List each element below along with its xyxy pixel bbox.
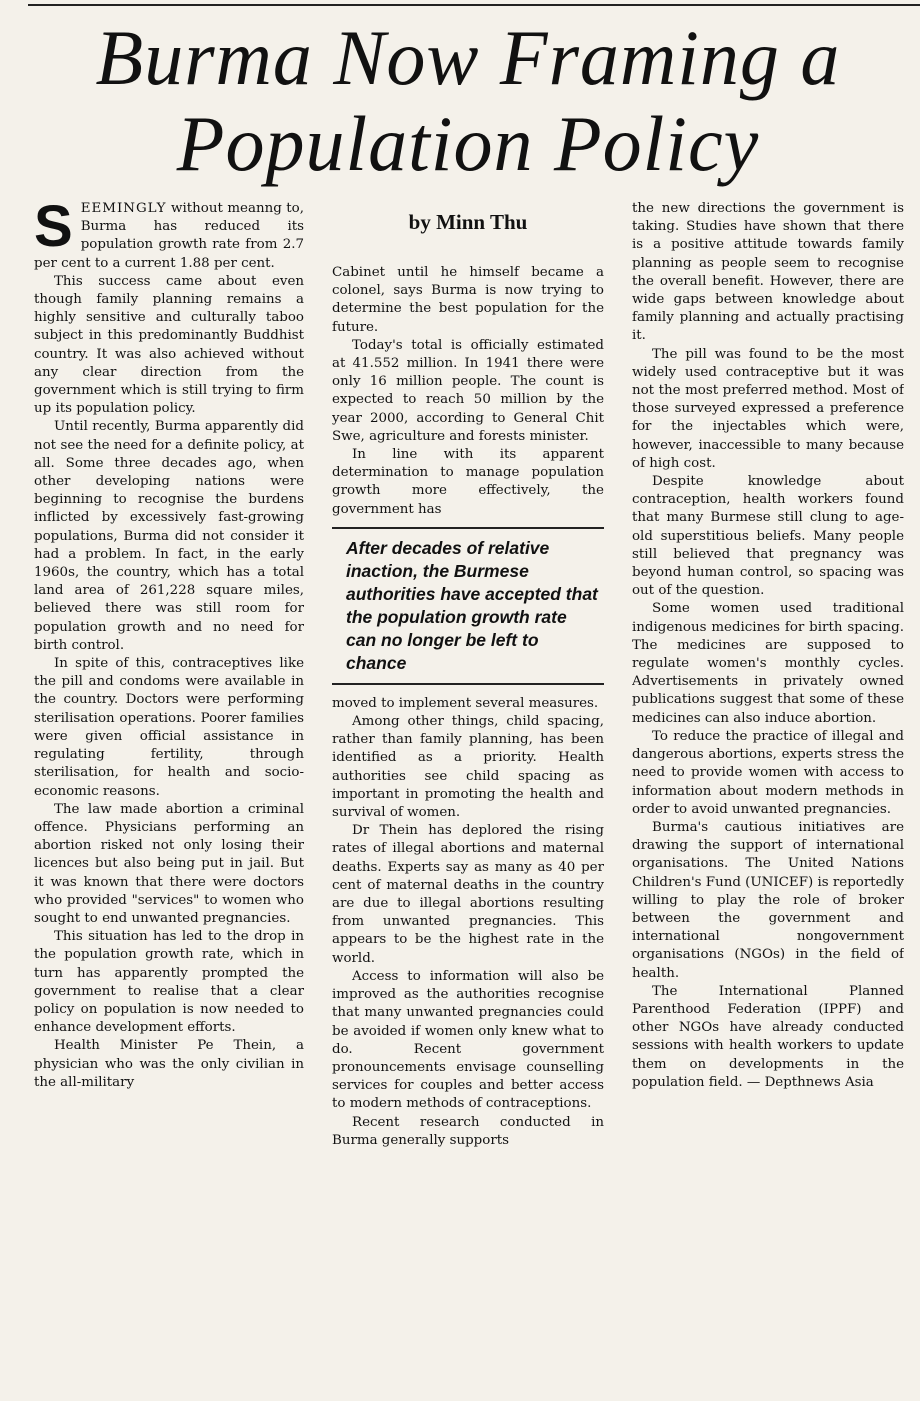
- byline: by Minn Thu: [408, 210, 528, 234]
- paragraph: Dr Thein has deplored the rising rates of illegal abortions and maternal deaths. Experts say as many as 40 per cent of maternal deaths in the country are due to illegal abortions resulting from unwanted pregnancies. This appears to be the highest rate in the world.: [332, 823, 604, 966]
- paragraph: The pill was found to be the most widely used contraceptive but it was not the most preferred method. Most of those surveyed expressed a preference for the injectables which were, however, inaccessible to many because of high cost.: [632, 346, 904, 471]
- lead-paragraph: [34, 200, 304, 273]
- paragraph: Today's total is officially estimated at 41.552 million. In 1941 there were only 16 million people. The count is expected to reach 50 million by the year 2000, according to General Chit Swe, agriculture and forests minister.: [332, 337, 604, 444]
- paragraph: The International Planned Parenthood Federation (IPPF) and other NGOs have already conducted sessions with health workers to update them on developments in the population field. — Depthnews Asia: [632, 983, 904, 1090]
- column-2: [332, 200, 604, 1397]
- drop-cap: S: [34, 200, 73, 259]
- lead-text: without meanng to, Burma has reduced its population growth rate from 2.7 per cent to a current 1.88 per cent.: [34, 201, 304, 271]
- paragraph: Until recently, Burma apparently did not see the need for a definite policy, at all. Some three decades ago, when other developing nations were beginning to recognise the burdens inflicted by excessively fast-growing populations, Burma did not consider it had a problem. In fact, in the early 1960s, the country, which has a total land area of 261,228 square miles, believed there was still room for population growth and no need for birth control.: [34, 419, 304, 653]
- pull-quote: After decades of relative inaction, the Burmese authorities have accepted that the population growth rate can no longer be left to chance: [332, 527, 604, 685]
- column-3: [632, 200, 904, 1397]
- headline-line-2: Population Policy: [176, 100, 760, 187]
- paragraph: The law made abortion a criminal offence. Physicians performing an abortion risked not only losing their licences but also being put in jail. But it was known that there were doctors who provided "services" to women who sought to end unwanted pregnancies.: [34, 801, 304, 926]
- paragraph: This success came about even though family planning remains a highly sensitive and culturally taboo subject in this predominantly Buddhist country. It was also achieved without any clear direction from the government which is still trying to firm up its population policy.: [34, 273, 304, 417]
- paragraph: To reduce the practice of illegal and dangerous abortions, experts stress the need to provide women with access to information about modern methods in order to avoid unwanted pregnancies.: [632, 728, 904, 817]
- paragraph: Despite knowledge about contraception, health workers found that many Burmese still clung to age-old superstitious beliefs. Many people still believed that pregnancy was beyond human control, so spacing was out of the question.: [632, 474, 904, 599]
- paragraph: Recent research conducted in Burma generally supports: [332, 1114, 604, 1148]
- paragraph: Some women used traditional indigenous medicines for birth spacing. The medicines are supposed to regulate women's monthly cycles. Advertisements in privately owned publications suggest that some of these medicines can also induce abortion.: [632, 601, 904, 726]
- paragraph: Access to information will also be improved as the authorities recognise that many unwanted pregnancies could be avoided if women only knew what to do. Recent government pronouncements envisage counselling services for couples and better access to modern methods of contraceptions.: [332, 968, 604, 1112]
- top-rule: [28, 4, 920, 6]
- paragraph: Health Minister Pe Thein, a physician who was the only civilian in the all-military: [34, 1038, 304, 1090]
- column-1: [34, 200, 304, 1397]
- paragraph: Cabinet until he himself became a colonel, says Burma is now trying to determine the best population for the future.: [332, 265, 604, 335]
- paragraph: This situation has led to the drop in the population growth rate, which in turn has apparently prompted the government to realise that a clear policy on population is now needed to enhance development efforts.: [34, 929, 304, 1036]
- lead-caps: EEMINGLY: [80, 201, 167, 216]
- headline-line-1: Burma Now Framing a: [95, 14, 841, 101]
- paragraph: In line with its apparent determination to manage population growth more effectively, the government has: [332, 447, 604, 517]
- paragraph: Among other things, child spacing, rather than family planning, has been identified as a priority. Health authorities see child spacing as important in promoting the health and survival of women.: [332, 714, 604, 821]
- paragraph: In spite of this, contraceptives like the pill and condoms were available in the country. Doctors were performing sterilisation operations. Poorer families were given official assistance in regulating fertility, through sterilisation, for health and socio-economic reasons.: [34, 656, 304, 799]
- paragraph: the new directions the government is taking. Studies have shown that there is a positive attitude towards family planning as people seem to recognise the overall benefit. However, there are wide gaps between knowledge about family planning and actually practising it.: [632, 201, 904, 344]
- paragraph: moved to implement several measures.: [332, 695, 599, 711]
- paragraph: Burma's cautious initiatives are drawing the support of international organisations. The United Nations Children's Fund (UNICEF) is reportedly willing to play the role of broker between the government and international nongovernment organisations (NGOs) in the field of health.: [632, 819, 904, 981]
